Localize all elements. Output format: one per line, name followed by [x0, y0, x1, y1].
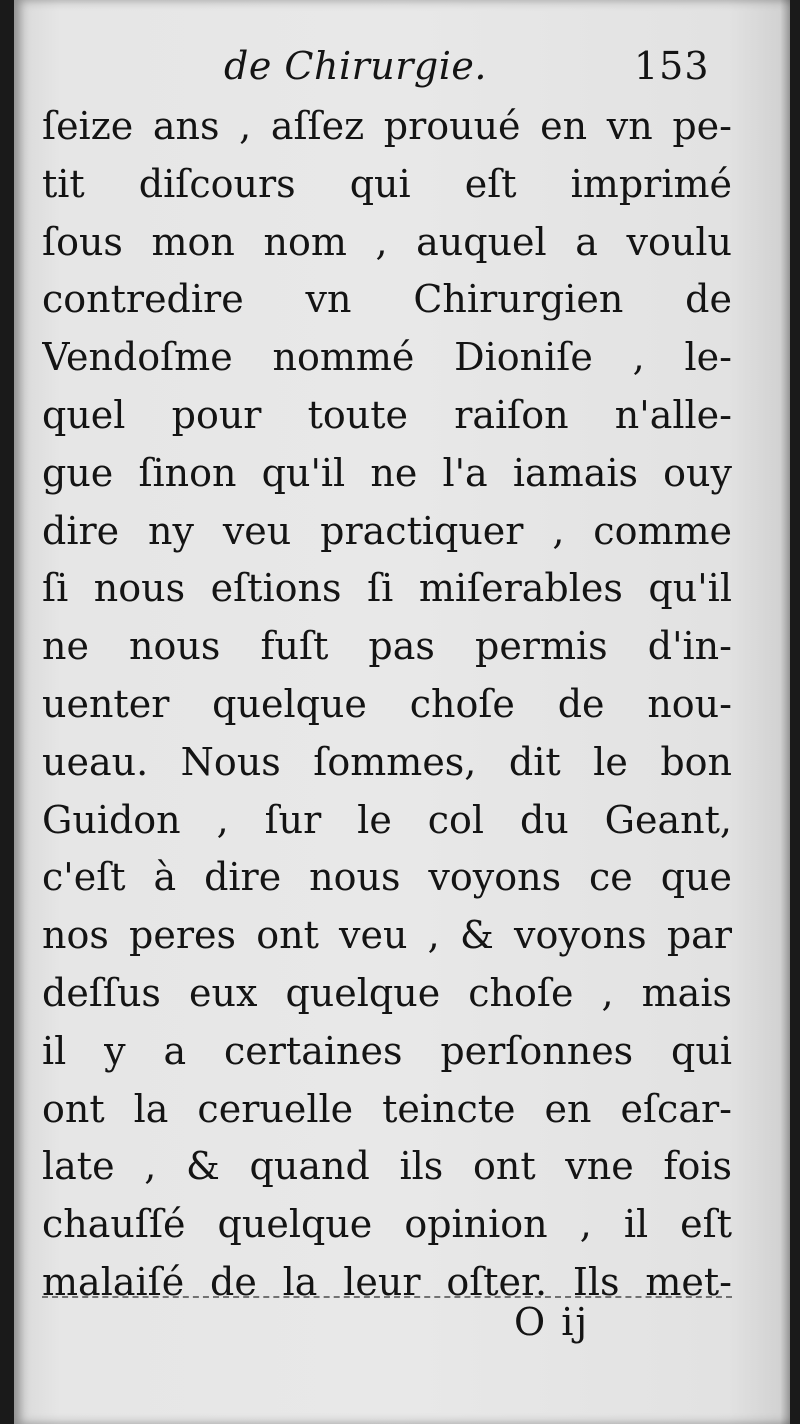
text-line: ſous mon nom , auquel a voulu: [42, 219, 732, 264]
text-line: malaiſé de la leur oſter. Ils met-: [42, 1259, 732, 1304]
text-line: tit diſcours qui eſt imprimé: [42, 161, 732, 206]
body-text: [42, 98, 732, 1312]
text-line: ne nous fuſt pas permis d'in-: [42, 624, 732, 669]
text-line: quel pour toute raiſon n'alle-: [42, 392, 732, 437]
text-line: deſſus eux quelque choſe , mais: [42, 970, 732, 1015]
text-line: contredire vn Chirurgien de: [42, 277, 732, 322]
text-line: c'eſt à dire nous voyons ce que: [42, 855, 732, 900]
text-line: ſeize ans , aſſez prouué en vn pe-: [42, 104, 732, 148]
text-line: late , & quand ils ont vne fois: [42, 1144, 732, 1189]
text-line: uenter quelque choſe de nou-: [42, 681, 732, 726]
page-header: [14, 44, 790, 104]
text-line: chauſſé quelque opinion , il eſt: [42, 1202, 732, 1247]
text-line: gue ſinon qu'il ne l'a iamais ouy: [42, 450, 732, 495]
page-number: 153: [634, 44, 710, 88]
text-line: nos peres ont veu , & voyons par: [42, 913, 732, 958]
book-page: [14, 0, 790, 1424]
signature-mark: O ij: [514, 1300, 590, 1344]
page-edge-shadow: [780, 0, 790, 1424]
text-line: ueau. Nous ſommes, dit le bon: [42, 739, 732, 784]
text-line: il y a certaines perſonnes qui: [42, 1028, 732, 1073]
running-head: de Chirurgie.: [224, 44, 487, 88]
text-line: ont la ceruelle teincte en eſcar-: [42, 1086, 732, 1131]
text-line: Vendoſme nommé Dioniſe , le-: [42, 335, 732, 380]
text-line: ſi nous eſtions ſi miſerables qu'il: [42, 566, 732, 611]
footer-rule: [42, 1296, 732, 1298]
text-line: Guidon , ſur le col du Geant,: [42, 797, 732, 842]
text-line: dire ny veu practiquer , comme: [42, 508, 732, 553]
